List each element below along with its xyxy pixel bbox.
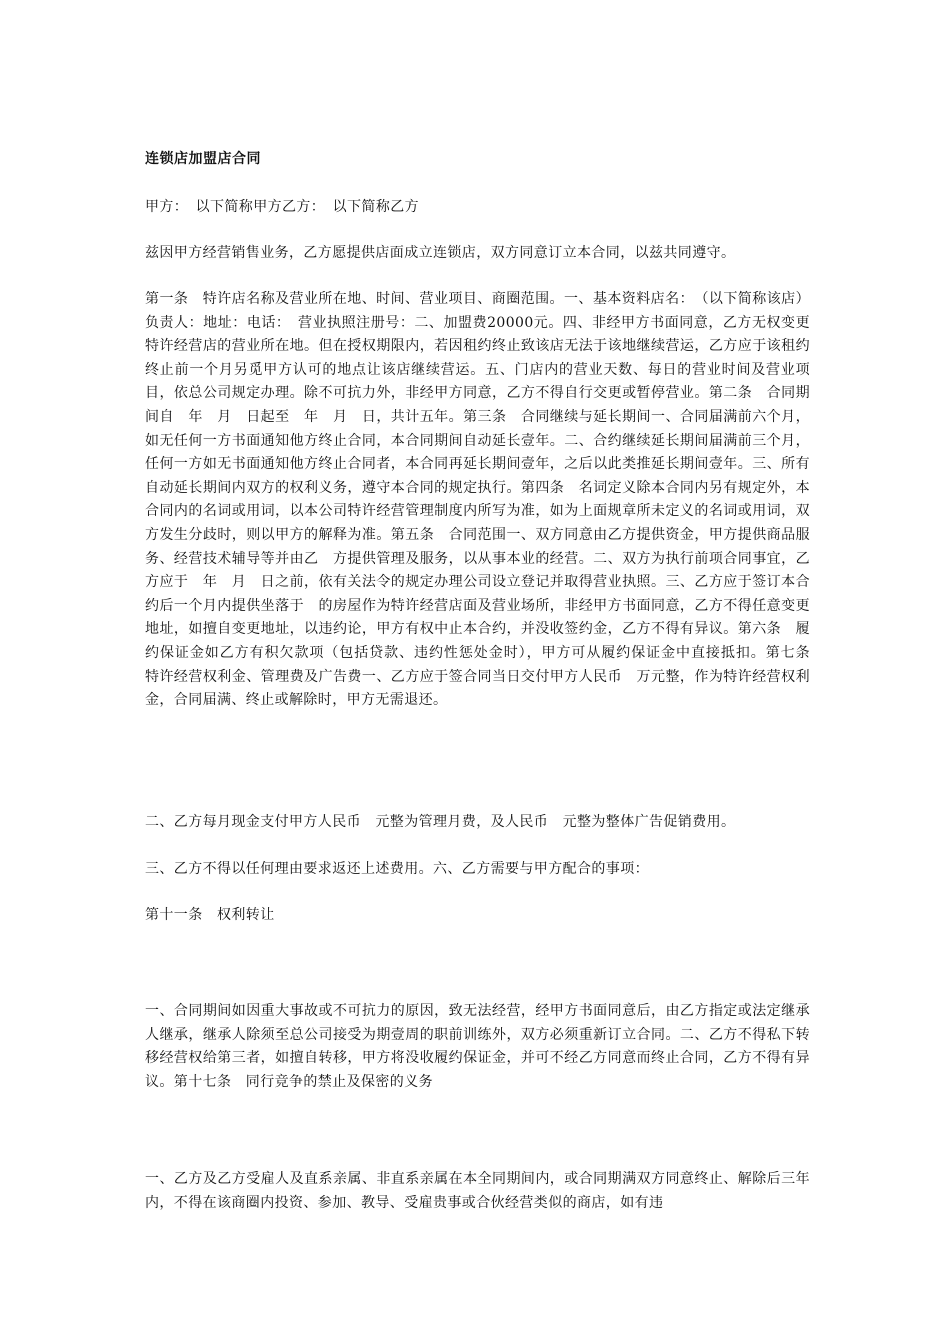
transfer-paragraph: 一、合同期间如因重大事故或不可抗力的原因，致无法经营，经甲方书面同意后，由乙方指定或法定继承人继承，继承人除须至总公司接受为期壹周的职前训练外，双方必须重新订立合同。二、乙方不得私下转移经营权给第三者，如擅自转移，甲方将没收履约保证金，并可不经乙方同意而终止合同，乙方不得有异议。第十七条 同行竞争的禁止及保密的义务 <box>145 1003 810 1090</box>
document-title: 连锁店加盟店合同 <box>145 151 261 167</box>
non-compete-paragraph: 一、乙方及乙方受雇人及直系亲属、非直系亲属在本全同期间内，或合同期满双方同意终止、解除后三年内，不得在该商圈内投资、参加、教导、受雇贵事或合伙经营类似的商店，如有违 <box>145 1171 810 1211</box>
article-11-heading: 第十一条 权利转让 <box>145 907 275 923</box>
parties-paragraph: 甲方： 以下简称甲方乙方： 以下简称乙方 <box>145 199 419 215</box>
intro-paragraph: 兹因甲方经营销售业务，乙方愿提供店面成立连锁店，双方同意订立本合同，以兹共同遵守。 <box>145 245 736 261</box>
no-refund-paragraph: 三、乙方不得以任何理由要求返还上述费用。六、乙方需要与甲方配合的事项： <box>145 861 649 877</box>
fees-paragraph: 二、乙方每月现金支付甲方人民币 元整为管理月费，及人民币 元整为整体广告促销费用。 <box>145 814 736 830</box>
article-1-paragraph: 第一条 特许店名称及营业所在地、时间、营业项目、商圈范围。一、基本资料店名： （以下简称该店）负责人：地址：电话： 营业执照注册号：二、加盟费20000元。四、非经甲方书面同意，乙方无权变更特许经营店的营业所在地。但在授权期限内，若因租约终止致该店无法于该地继续营运，乙方应于该租约终止前一个月另觅甲方认可的地点让该店继续营运。五、门店内的营业天数、每日的营业时间及营业项目，依总公司规定办理。除不可抗力外，非经甲方同意，乙方不得自行交更或暂停营业。第二条 合同期间自 年 月 日起至 年 月 日，共计五年。第三条 合同继续与延长期间一、合同届满前六个月，如无任何一方书面通知他方终止合同，本合同期间自动延长壹年。二、合约继续延长期间届满前三个月，任何一方如无书面通知他方终止合同者，本合同再延长期间壹年，之后以此类推延长期间壹年。三、所有自动延长期间内双方的权利义务，遵守本合同的规定执行。第四条 名词定义除本合同内另有规定外，本合同内的名词或用词，以本公司特许经营管理制度内所写为准，如为上面规章所未定义的名词或用词，双方发生分歧时，则以甲方的解释为准。第五条 合同范围一、双方同意由乙方提供资金，甲方提供商品服务、经营技术辅导等并由乙 方提供管理及服务，以从事本业的经营。二、双方为执行前项合同事宜，乙方应于 年 月 日之前，依有关法令的规定办理公司设立登记并取得营业执照。三、乙方应于签订本合约后一个月内提供坐落于 的房屋作为特许经营店面及营业场所，非经甲方书面同意，乙方不得任意变更地址，如擅自变更地址，以违约论，甲方有权中止本合约，并没收签约金，乙方不得有异议。第六条 履约保证金如乙方有积欠款项（包括贷款、违约性惩处金时），甲方可从履约保证金中直接抵扣。第七条 特许经营权利金、管理费及广告费一、乙方应于签合同当日交付甲方人民币 万元整，作为特许经营权利金，合同届满、终止或解除时，甲方无需退还。 <box>145 291 825 709</box>
